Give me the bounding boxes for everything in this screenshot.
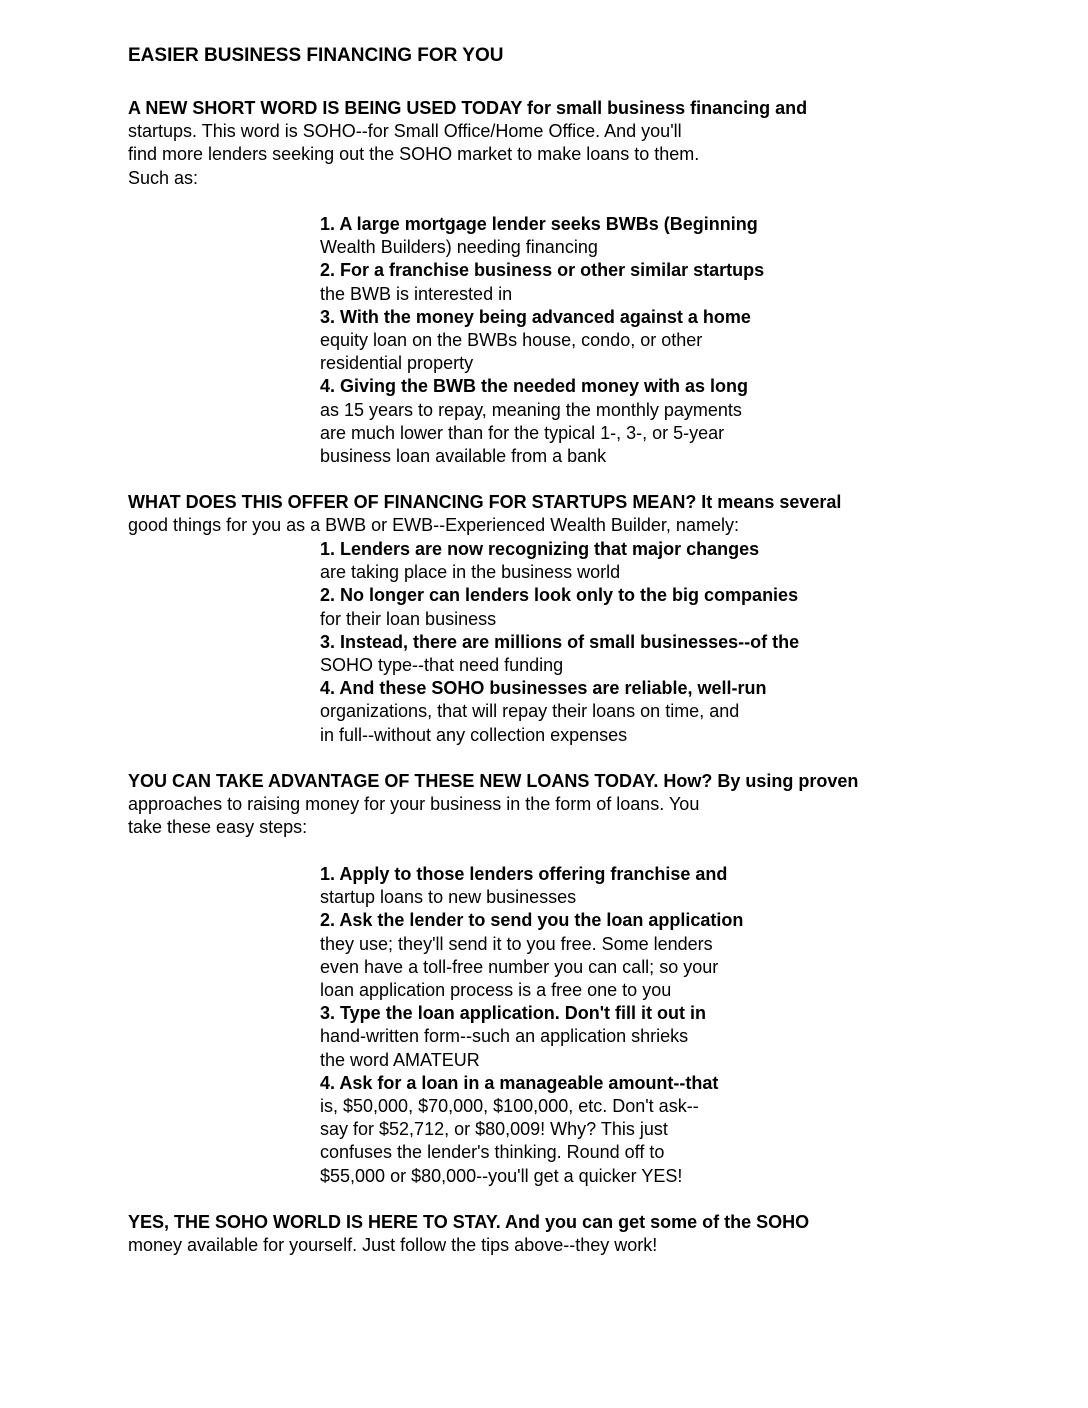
list-item-head: 4. Ask for a loan in a manageable amount--that	[320, 1072, 719, 1093]
list-item-head: 3. Instead, there are millions of small businesses--of the	[320, 631, 800, 652]
list-item-line: organizations, that will repay their loans on time, and	[320, 701, 740, 722]
list-item-line: are much lower than for the typical 1-, 3-, or 5-year	[320, 422, 725, 443]
list-item-head: 1. Apply to those lenders offering franchise and	[320, 864, 728, 884]
list-item-line: is, $50,000, $70,000, $100,000, etc. Don't ask--	[320, 1096, 699, 1117]
list-item-head: 4. Giving the BWB the needed money with as long	[320, 376, 749, 397]
section-1-lead: A NEW SHORT WORD IS BEING USED TODAY for small business financing and	[128, 98, 808, 118]
list-item-line: Wealth Builders) needing financing	[320, 237, 598, 258]
section-3-list	[320, 863, 743, 1188]
paragraph-line: good things for you as a BWB or EWB--Experienced Wealth Builder, namely:	[128, 515, 739, 536]
paragraph-line: startups. This word is SOHO--for Small Office/Home Office. And you'll	[128, 121, 682, 142]
paragraph-line: money available for yourself. Just follow the tips above--they work!	[128, 1235, 658, 1256]
list-item-line: confuses the lender's thinking. Round off to	[320, 1142, 665, 1163]
list-item-head: 2. Ask the lender to send you the loan application	[320, 910, 744, 931]
list-item-head: 1. A large mortgage lender seeks BWBs (Beginning	[320, 214, 758, 234]
list-item-line: residential property	[320, 353, 474, 374]
paragraph-line: approaches to raising money for your business in the form of loans. You	[128, 794, 700, 815]
list-item-line: $55,000 or $80,000--you'll get a quicker YES!	[320, 1165, 683, 1186]
list-item-head: 2. For a franchise business or other similar startups	[320, 260, 765, 281]
section-2-intro	[128, 491, 841, 537]
list-item-line: business loan available from a bank	[320, 446, 607, 467]
list-item-line: as 15 years to repay, meaning the monthly payments	[320, 399, 742, 420]
list-item-line: the word AMATEUR	[320, 1049, 480, 1070]
list-item-line: they use; they'll send it to you free. Some lenders	[320, 933, 713, 954]
list-item-line: for their loan business	[320, 608, 497, 629]
list-item-line: SOHO type--that need funding	[320, 655, 564, 676]
paragraph-line: Such as:	[128, 167, 199, 188]
section-3-lead: YOU CAN TAKE ADVANTAGE OF THESE NEW LOANS TODAY. How? By using proven	[128, 771, 859, 791]
list-item-head: 4. And these SOHO businesses are reliable, well-run	[320, 678, 767, 699]
list-item-head: 3. With the money being advanced against a home	[320, 306, 751, 327]
section-1-list	[320, 213, 764, 468]
list-item-line: startup loans to new businesses	[320, 887, 577, 908]
paragraph-line: take these easy steps:	[128, 817, 308, 838]
section-4-lead: YES, THE SOHO WORLD IS HERE TO STAY. And you can get some of the SOHO	[128, 1212, 810, 1232]
list-item-line: even have a toll-free number you can call; so your	[320, 956, 719, 977]
section-2-lead: WHAT DOES THIS OFFER OF FINANCING FOR STARTUPS MEAN? It means several	[128, 492, 842, 512]
section-4-closing	[128, 1211, 809, 1257]
list-item-line: in full--without any collection expenses	[320, 724, 628, 745]
list-item-line: loan application process is a free one to you	[320, 980, 672, 1001]
list-item-line: are taking place in the business world	[320, 562, 621, 583]
list-item-line: equity loan on the BWBs house, condo, or other	[320, 330, 703, 351]
document-title: EASIER BUSINESS FINANCING FOR YOU	[128, 45, 504, 66]
list-item-line: say for $52,712, or $80,009! Why? This just	[320, 1119, 668, 1140]
list-item-head: 3. Type the loan application. Don't fill it out in	[320, 1003, 706, 1024]
section-3-intro	[128, 770, 858, 840]
paragraph-line: find more lenders seeking out the SOHO market to make loans to them.	[128, 144, 700, 165]
section-2-list	[320, 538, 799, 747]
list-item-line: the BWB is interested in	[320, 283, 513, 304]
list-item-line: hand-written form--such an application shrieks	[320, 1026, 689, 1047]
list-item-head: 2. No longer can lenders look only to the big companies	[320, 585, 799, 606]
section-1-intro	[128, 97, 807, 190]
list-item-head: 1. Lenders are now recognizing that major changes	[320, 539, 760, 559]
